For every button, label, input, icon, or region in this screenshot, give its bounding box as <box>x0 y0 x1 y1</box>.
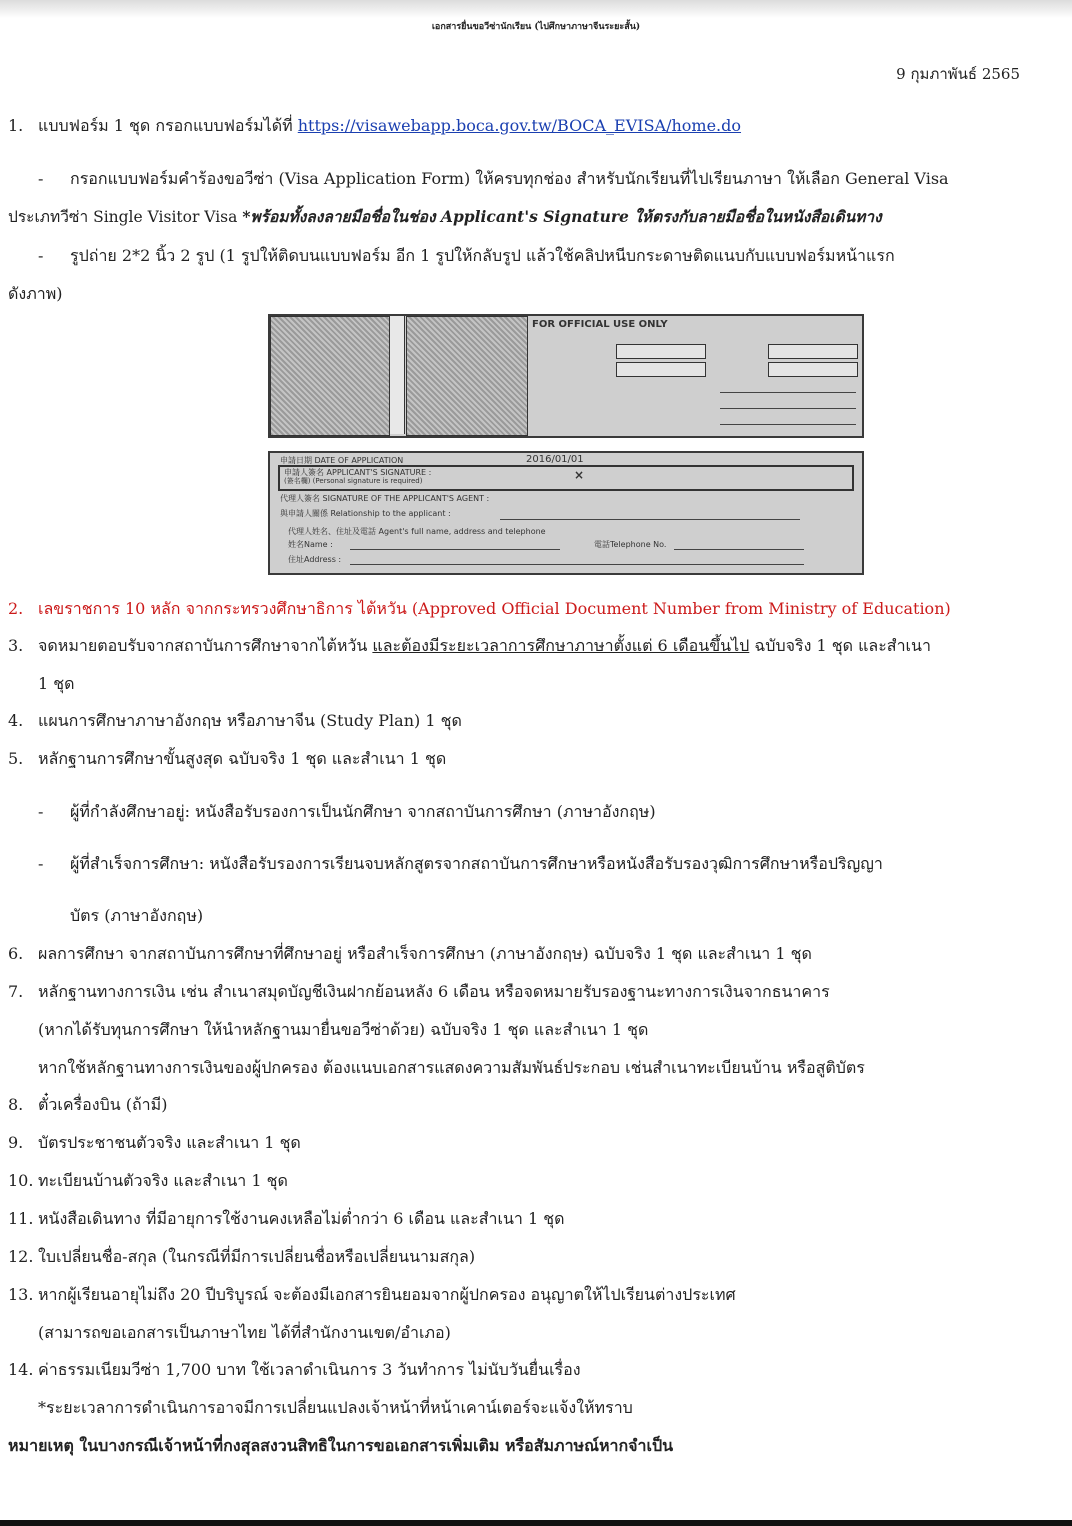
form-signature-section-image <box>268 451 864 575</box>
form-date-value: 2016/01/01 <box>526 454 584 465</box>
item-3-line2: 1 ชุด <box>38 674 75 693</box>
item-9-text: บัตรประชาชนตัวจริง และสำเนา 1 ชุด <box>38 1133 301 1152</box>
item-5-number: 5. <box>8 749 24 768</box>
item-5b-dash: - <box>38 854 44 873</box>
item-7-number: 7. <box>8 982 24 1001</box>
item-5-text: หลักฐานการศึกษาขั้นสูงสุด ฉบับจริง 1 ชุด และสำเนา 1 ชุด <box>38 749 447 768</box>
official-field-box <box>768 362 858 377</box>
item-1a-line2-bold: *พร้อมทั้งลงลายมือชื่อในช่อง Applicant's Signature ให้ตรงกับลายมือชื่อในหนังสือเดินทาง <box>242 207 882 226</box>
item-7-line2: (หากได้รับทุนการศึกษา ให้นำหลักฐานมายื่นขอวีซ่าด้วย) ฉบับจริง 1 ชุด และสำเนา 1 ชุด <box>38 1020 649 1039</box>
item-1a-dash: - <box>38 169 44 188</box>
official-field-box <box>616 344 706 359</box>
form-signature-label: 申請人簽名 APPLICANT'S SIGNATURE : <box>284 468 432 477</box>
form-photo-section-image <box>268 314 864 438</box>
item-11-text: หนังสือเดินทาง ที่มีอายุการใช้งานคงเหลือไม่ต่ำกว่า 6 เดือน และสำเนา 1 ชุด <box>38 1209 565 1228</box>
item-1a-line2 <box>8 207 882 227</box>
item-1-text: แบบฟอร์ม 1 ชุด กรอกแบบฟอร์มได้ที่ <box>38 116 293 135</box>
form-agent-label: 代理人簽名 SIGNATURE OF THE APPLICANT'S AGENT : <box>280 494 490 503</box>
item-3-underlined: และต้องมีระยะเวลาการศึกษาภาษาตั้งแต่ 6 เดือนขึ้นไป <box>372 636 750 655</box>
item-1b-line1: รูปถ่าย 2*2 นิ้ว 2 รูป (1 รูปให้ติดบนแบบฟอร์ม อีก 1 รูปให้กลับรูป แล้วใช้คลิปหนีบกระดาษติดแนบกับแบบฟอร์มหน้าแรก <box>70 246 895 265</box>
page-title: เอกสารยื่นขอวีซ่านักเรียน (ไปศึกษาภาษาจีนระยะสั้น) <box>431 22 641 32</box>
photo-person-1 <box>270 316 390 436</box>
item-7-line1: หลักฐานทางการเงิน เช่น สำเนาสมุดบัญชีเงินฝากย้อนหลัง 6 เดือน หรือจดหมายรับรองฐานะทางการเงินจากธนาคาร <box>38 982 830 1001</box>
item-12-number: 12. <box>8 1247 34 1266</box>
form-name-label: 姓名Name : <box>288 540 333 549</box>
photo-person-2 <box>406 316 528 436</box>
visa-application-link[interactable]: https://visawebapp.boca.gov.tw/BOCA_EVISA/home.do <box>297 116 742 135</box>
item-7-line3: หากใช้หลักฐานทางการเงินของผู้ปกครอง ต้องแนบเอกสารแสดงความสัมพันธ์ประกอบ เช่นสำเนาทะเบียนบ้าน หรือสูติบัตร <box>38 1058 865 1077</box>
item-10-number: 10. <box>8 1171 34 1190</box>
name-line <box>350 549 560 550</box>
item-13-line2: (สามารถขอเอกสารเป็นภาษาไทย ได้ที่สำนักงานเขต/อำเภอ) <box>38 1323 451 1342</box>
form-signature-sublabel: (簽名欄) (Personal signature is required) <box>284 477 423 485</box>
item-1-number: 1. <box>8 116 24 135</box>
phone-line <box>674 549 804 550</box>
signature-mark: × <box>574 468 585 482</box>
item-8-text: ตั๋วเครื่องบิน (ถ้ามี) <box>38 1095 168 1114</box>
form-address-label: 住址Address : <box>288 555 342 564</box>
item-14-number: 14. <box>8 1360 34 1379</box>
item-5a-dash: - <box>38 802 44 821</box>
official-field-box <box>768 344 858 359</box>
photo-label-strip <box>390 316 405 434</box>
item-5b-line2: บัตร (ภาษาอังกฤษ) <box>70 906 204 925</box>
item-3-post: ฉบับจริง 1 ชุด และสำเนา <box>754 636 931 655</box>
item-2-text: เลขราชการ 10 หลัก จากกระทรวงศึกษาธิการ ไต้หวัน (Approved Official Document Number from Ministry of Education) <box>38 599 951 618</box>
official-use-header: FOR OFFICIAL USE ONLY <box>532 319 668 330</box>
item-1b-line2: ดังภาพ) <box>8 284 63 303</box>
item-11-number: 11. <box>8 1209 34 1228</box>
item-3-line1 <box>38 636 931 656</box>
document-date: 9 กุมภาพันธ์ 2565 <box>896 65 1020 83</box>
item-12-text: ใบเปลี่ยนชื่อ-สกุล (ในกรณีที่มีการเปลี่ยนชื่อหรือเปลี่ยนนามสกุล) <box>38 1247 476 1266</box>
form-relationship-label: 與申請人關係 Relationship to the applicant : <box>280 509 451 518</box>
item-1a-line2-plain: ประเภทวีซ่า Single Visitor Visa <box>8 208 238 226</box>
form-phone-label: 電話Telephone No. <box>594 540 667 549</box>
item-6-number: 6. <box>8 944 24 963</box>
item-1b-dash: - <box>38 246 44 265</box>
form-date-label: 申請日期 DATE OF APPLICATION <box>280 456 404 465</box>
official-field-line <box>720 392 856 393</box>
item-5a-text: ผู้ที่กำลังศึกษาอยู่: หนังสือรับรองการเป็นนักศึกษา จากสถาบันการศึกษา (ภาษาอังกฤษ) <box>70 802 656 821</box>
item-14-line1: ค่าธรรมเนียมวีซ่า 1,700 บาท ใช้เวลาดำเนินการ 3 วันทำการ ไม่นับวันยื่นเรื่อง <box>38 1360 581 1379</box>
item-2-number: 2. <box>8 599 24 618</box>
official-field-line <box>720 424 856 425</box>
item-13-number: 13. <box>8 1285 34 1304</box>
item-4-number: 4. <box>8 711 24 730</box>
scan-top-shade <box>0 0 1072 18</box>
official-field-box <box>616 362 706 377</box>
item-8-number: 8. <box>8 1095 24 1114</box>
remark-note: หมายเหตุ ในบางกรณีเจ้าหน้าที่กงสุลสงวนสิทธิในการขอเอกสารเพิ่มเติม หรือสัมภาษณ์หากจำเป็น <box>8 1436 674 1455</box>
official-field-line <box>720 408 856 409</box>
item-9-number: 9. <box>8 1133 24 1152</box>
item-3-number: 3. <box>8 636 24 655</box>
scan-bottom-edge <box>0 1520 1072 1526</box>
address-line <box>350 564 804 565</box>
item-6-text: ผลการศึกษา จากสถาบันการศึกษาที่ศึกษาอยู่ หรือสำเร็จการศึกษา (ภาษาอังกฤษ) ฉบับจริง 1 ชุด และสำเนา 1 ชุด <box>38 944 812 963</box>
item-5b-line1: ผู้ที่สำเร็จการศึกษา: หนังสือรับรองการเรียนจบหลักสูตรจากสถาบันการศึกษาหรือหนังสือรับรองวุฒิการศึกษาหรือปริญญา <box>70 854 883 873</box>
item-1 <box>38 116 741 136</box>
item-13-line1: หากผู้เรียนอายุไม่ถึง 20 ปีบริบูรณ์ จะต้องมีเอกสารยินยอมจากผู้ปกครอง อนุญาตให้ไปเรียนต่างประเทศ <box>38 1285 736 1304</box>
item-10-text: ทะเบียนบ้านตัวจริง และสำเนา 1 ชุด <box>38 1171 288 1190</box>
item-14-line2: *ระยะเวลาการดำเนินการอาจมีการเปลี่ยนแปลงเจ้าหน้าที่หน้าเคาน์เตอร์จะแจ้งให้ทราบ <box>38 1398 633 1417</box>
relationship-line <box>500 519 800 520</box>
item-1a-line1: กรอกแบบฟอร์มคำร้องขอวีซ่า (Visa Application Form) ให้ครบทุกช่อง สำหรับนักเรียนที่ไปเรียนภาษา ให้เลือก General Visa <box>70 169 949 188</box>
item-4-text: แผนการศึกษาภาษาอังกฤษ หรือภาษาจีน (Study Plan) 1 ชุด <box>38 711 462 730</box>
item-3-pre: จดหมายตอบรับจากสถาบันการศึกษาจากไต้หวัน <box>38 636 368 655</box>
form-agent-info-label: 代理人姓名、住址及電話 Agent's full name, address and telephone <box>288 527 546 536</box>
